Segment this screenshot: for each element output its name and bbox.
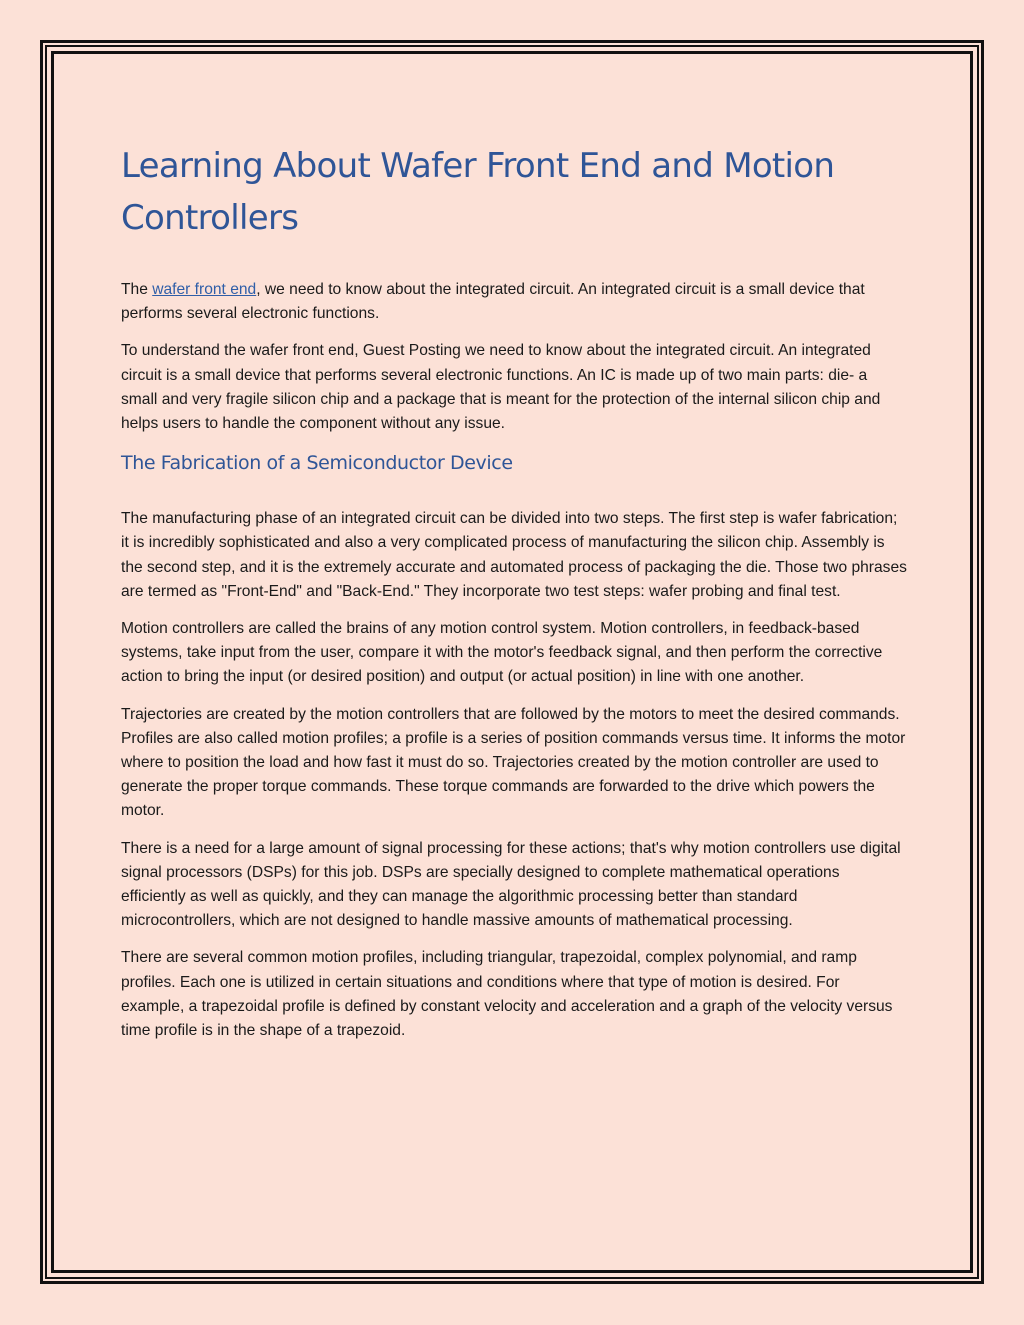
paragraph-motion-profiles: There are several common motion profiles, including triangular, trapezoidal, complex polynomial, and ramp profiles. Each one is utilized in certain situations and conditions where that type of motion is desired. For example, a trapezoidal profile is defined by constant velocity and acceleration and a graph of the velocity versus time profile is in the shape of a trapezoid. [121,949,893,1040]
paragraph-trajectories: Trajectories are created by the motion controllers that are followed by the motors to meet the desired commands. Profiles are also called motion profiles; a profile is a series of position commands versus time. It informs the motor where to position the load and how fast it must do so. Trajectories created by the motion controller are used to generate the proper torque commands. These torque commands are forwarded to the drive which powers the motor. [121,705,906,820]
intro-paragraph [121,278,907,326]
section-heading-fabrication: The Fabrication of a Semiconductor Device [121,452,513,475]
paragraph-motion-controllers: Motion controllers are called the brains of any motion control system. Motion controllers, in feedback-based systems, take input from the user, compare it with the motor's feedback signal, and then perform the corrective action to bring the input (or desired position) and output (or actual position) in line with one another. [121,620,883,686]
paragraph-understanding-wafer-front-end: To understand the wafer front end, Guest Posting we need to know about the integrated circuit. An integrated circuit is a small device that performs several electronic functions. An IC is made up of two main parts: die- a small and very fragile silicon chip and a package that is meant for the protection of the internal silicon chip and helps users to handle the component without any issue. [121,342,881,433]
paragraph-signal-processing: There is a need for a large amount of signal processing for these actions; that's why motion controllers use digital signal processors (DSPs) for this job. DSPs are specially designed to complete mathematical operations efficiently as well as quickly, and they can manage the algorithmic processing better than standard microcontrollers, which are not designed to handle massive amounts of mathematical processing. [121,839,901,930]
wafer-front-end-link[interactable]: wafer front end [152,281,257,298]
intro-suffix: , we need to know about the integrated circuit. An integrated circuit is a small device that performs several electronic functions. [121,281,865,323]
document-title: Learning About Wafer Front End and Motion Controllers [121,146,835,238]
paragraph-manufacturing-phase: The manufacturing phase of an integrated circuit can be divided into two steps. The first step is wafer fabrication; it is incredibly sophisticated and also a very complicated process of manufacturing the silicon chip. Assembly is the second step, and it is the extremely accurate and automated process of packaging the die. Those two phrases are termed as "Front-End" and "Back-End." They incorporate two test steps: wafer probing and final test. [121,510,907,600]
intro-prefix: The [121,281,153,298]
document-body [121,140,907,1056]
